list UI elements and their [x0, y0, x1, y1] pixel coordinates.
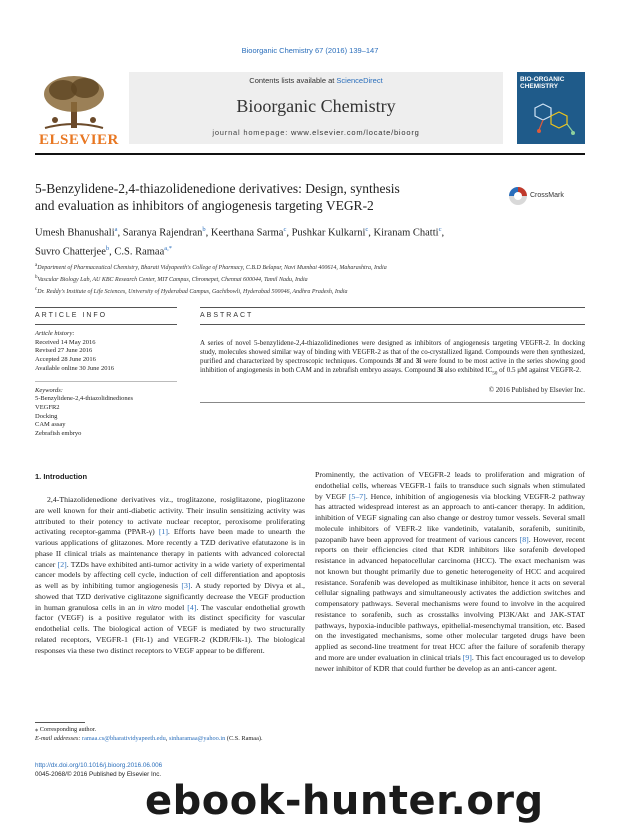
keyword-item: VEGFR2	[35, 403, 60, 411]
abstract-segment: of 0.5 μM against VEGFR-2.	[497, 366, 581, 375]
body-text: . A study reported by Divya et al., showed that TZD derivative ciglitazone significantly decrease the VEGF production in human granulosa cells in an	[35, 581, 305, 612]
footnote-rule	[35, 722, 85, 723]
reference-link[interactable]: [2]	[57, 559, 67, 569]
tree-emblem-icon	[35, 72, 113, 132]
elsevier-logo[interactable]	[35, 72, 119, 148]
body-text: . This fact encouraged us to develop newer inhibitor of KDR that could further be develop as an anti-cancer agent.	[315, 652, 585, 673]
abstract-copyright: © 2016 Published by Elsevier Inc.	[488, 385, 585, 394]
author-separator: ,	[117, 227, 123, 239]
author-affil-sup[interactable]: b	[202, 226, 206, 233]
affiliation-list	[35, 261, 580, 297]
email-link[interactable]: sinharamaa@yahoo.in	[168, 734, 226, 742]
sciencedirect-link[interactable]: ScienceDirect	[336, 76, 383, 85]
body-text: . Hence, inhibition of angiogenesis via blocking VEGFR-2 pathway has attracted widespread interest as an approach to anti-cancer therapy. In addition, inhibition of VEGF signaling can also change or destroy tumor vessels. Several small molecule inhibitors of VEFR-2 like vandetinib, vatalanib, sorafenib, sunitinib, pazopanib have been approved for treatment of various cancers	[315, 491, 585, 544]
affiliation-text: Department of Pharmaceutical Chemistry, Bharati Vidyapeeth's College of Pharmacy, C.B.D Belapur, Navi Mumbai 400614, Maharashtra, India	[37, 265, 387, 271]
reference-link[interactable]: [8]	[519, 534, 529, 544]
info-top-rule	[35, 307, 177, 308]
affiliation-text: Vascular Biology Lab, AU KBC Research Center, MIT Campus, Chromepet, Chennai 600044, Tamil Nadu, India	[37, 277, 308, 283]
reference-link[interactable]: [4]	[187, 602, 197, 612]
journal-header	[35, 72, 585, 152]
reference-link[interactable]: [9]	[462, 652, 472, 662]
author-list	[35, 222, 580, 259]
compound-label: 3f	[395, 357, 402, 366]
footnotes	[35, 726, 305, 743]
journal-homepage	[129, 128, 503, 137]
author-name[interactable]: C.S. Ramaa	[114, 246, 165, 257]
affiliation-text: Dr. Reddy's Institute of Life Sciences, University of Hyderabad Campus, Gachibowli, Hyderabad 500046, Andhra Pradesh, India	[37, 289, 348, 295]
article-history	[35, 330, 177, 374]
abstract-segment: were found to be most active in the series showing good inhibition of angiogenesis in both CAM and in zebrafish embryo assays. Compound	[200, 357, 585, 375]
journal-cover-thumbnail[interactable]	[517, 72, 585, 144]
author-name[interactable]: Pushkar Kulkarni	[291, 227, 366, 239]
author-name[interactable]: Suvro Chatterjee	[35, 246, 106, 257]
author-separator: ,	[286, 227, 292, 239]
history-revised: Revised 27 June 2016	[35, 347, 93, 355]
header-rule	[35, 153, 585, 155]
crossmark-badge[interactable]	[508, 186, 588, 208]
molecule-graphic-icon	[525, 100, 577, 138]
abstract-panel	[200, 307, 585, 403]
abstract-segment: also exhibited IC	[442, 366, 493, 375]
author-affil-sup[interactable]: c	[365, 226, 369, 233]
contents-prefix: Contents lists available at	[249, 76, 337, 85]
info-heading-rule	[35, 324, 177, 325]
author-name[interactable]: Saranya Rajendran	[122, 227, 203, 239]
affiliation-sup: b	[35, 275, 38, 280]
email-tail: (C.S. Ramaa).	[225, 734, 263, 742]
affiliation-item	[35, 261, 580, 273]
watermark-text: ebook-hunter.org	[145, 778, 544, 824]
author-separator: ,	[441, 227, 445, 239]
author-affil-sup[interactable]: a,*	[164, 244, 172, 252]
watermark	[145, 778, 605, 824]
abstract-segment: and	[401, 357, 416, 366]
affiliation-sup: a	[35, 263, 38, 268]
author-name[interactable]: Kiranam Chatti	[373, 227, 439, 239]
elsevier-wordmark: ELSEVIER	[39, 132, 119, 148]
journal-citation[interactable]: Bioorganic Chemistry 67 (2016) 139–147	[241, 46, 379, 55]
homepage-link[interactable]: www.elsevier.com/locate/bioorg	[290, 128, 420, 137]
body-text: . The vascular endothelial growth factor (VEGF) is a positive regulator with its distinct specificity for vascular endothelial cells. The biological action of VEGF is mediated by two structurally related receptors, VEGFR-1 (Flt-1) and VEGFR-2 (KDR/Flk-1). The biological responses via these two distinct receptors to VEGF appear to be different.	[35, 602, 305, 655]
keywords	[35, 387, 177, 439]
subscript: 50	[492, 371, 498, 377]
homepage-prefix: journal homepage:	[212, 128, 291, 137]
article-info-heading: ARTICLE INFO	[35, 312, 108, 319]
affiliation-item	[35, 273, 580, 285]
author-affil-sup[interactable]: c	[438, 226, 442, 233]
keywords-label: Keywords:	[35, 386, 63, 394]
body-italic: in vitro	[138, 602, 162, 612]
article-title	[35, 180, 475, 214]
doi-link[interactable]: http://dx.doi.org/10.1016/j.bioorg.2016.06.006	[35, 762, 163, 769]
history-online: Available online 30 June 2016	[35, 364, 114, 372]
affiliation-sup: c	[35, 287, 38, 292]
history-label: Article history:	[35, 330, 75, 337]
abstract-heading: ABSTRACT	[200, 312, 254, 319]
author-affil-sup[interactable]: a	[114, 226, 118, 233]
introduction-heading: 1. Introduction	[35, 472, 88, 481]
email-link[interactable]: ramaa.cs@bharatividyapeeth.edu	[82, 734, 166, 742]
body-text: . TZDs have exhibited anti-tumor activity in a wide variety of experimental cancer models by affecting cell cycle, induction of cell differentiation and apoptosis as well as by inhibiting tumor angiogenesis	[35, 559, 305, 590]
author-name[interactable]: Umesh Bhanushali	[35, 227, 115, 239]
crossmark-icon	[508, 186, 528, 208]
history-received: Received 14 May 2016	[35, 338, 96, 346]
abstract-bottom-rule	[200, 402, 585, 403]
article-info-panel	[35, 307, 177, 439]
body-text: . However, recent reports on their efficiencies cited that KDR inhibitors like sorafenib developed resistance in advanced hepatocellular carcinoma (HCC). The exact mechanism was not known but thought primarily due to genetic heterogeneity of HCC and acquired resistance. Sorafenib was developed as multikinase inhibitor, hence it acts on several cellular signaling pathways and simultaneously activates the addiction switches and compensatory pathways. Several mechanisms were found to involve in the acquired resistance to sorafenib, such as crosstalks involving PI3K/Akt and JAK-STAT pathways, hypoxia-inducible pathways, epithelial-mesenchymal transition, etc. Based on the investigated mechanisms, some other molecular targeted drugs have been applied as second-line treatment for treat HCC after the failure of sorafenib therapy and more are under evaluation in clinical trials	[315, 534, 585, 662]
reference-link[interactable]: [1]	[158, 527, 168, 537]
journal-masthead	[129, 72, 503, 144]
author-separator: ,	[205, 227, 211, 239]
email-note	[35, 735, 305, 744]
issn-line: 0045-2068/© 2016 Published by Elsevier Inc.	[35, 770, 162, 778]
author-name[interactable]: Keerthana Sarma	[210, 227, 284, 239]
reference-link[interactable]: [5–7]	[348, 491, 366, 501]
author-affil-sup[interactable]: b	[105, 244, 110, 252]
body-text: Prominently, the activation of VEGFR-2 leads to proliferation and migration of endothelial cells, whereas VEGFR-1 fails to transduce such signals when stimulated by VEGF	[315, 470, 585, 501]
doi-block	[35, 762, 305, 779]
keyword-item: CAM assay	[35, 421, 66, 429]
title-line-2: and evaluation as inhibitors of angiogenesis targeting VEGR-2	[35, 198, 374, 213]
cover-title: BIO-ORGANIC CHEMISTRY	[520, 76, 565, 90]
info-divider	[35, 381, 177, 382]
contents-line	[129, 76, 503, 85]
body-text: 2,4-Thiazolidenedione derivatives viz., troglitazone, rosiglitazone, pioglitazone are well known for their anti-diabetic activity. Their insulin sensitizing activity was attributed to their potency to activate nuclear receptor, peroxisome proliferating activating receptor-gamma (PPAR-γ)	[35, 495, 305, 537]
title-line-1: 5-Benzylidene-2,4-thiazolidenedione derivatives: Design, synthesis	[35, 181, 400, 196]
author-affil-sup[interactable]: c	[283, 226, 287, 233]
affiliation-item	[35, 285, 580, 297]
history-accepted: Accepted 28 June 2016	[35, 356, 96, 364]
reference-link[interactable]: [3]	[181, 581, 191, 590]
corresponding-author-note: ⁎ Corresponding author.	[35, 726, 97, 733]
body-text: model	[161, 602, 188, 612]
keyword-item: 5-Benzylidene-2,4-thiazolidinediones	[35, 395, 134, 403]
abstract-segment: A series of novel 5-benzylidene-2,4-thiazolidinediones were designed as inhibitors of angiogenesis targeting VEGFR-2. In docking study, molecules showed similar way of binding with VEGFR-2 as that of the co-crystallized ligand. Compounds were then synthesized, purified and characterized by spectroscopic techniques. Compounds	[200, 339, 585, 366]
journal-title: Bioorganic Chemistry	[236, 96, 396, 116]
email-separator: ,	[165, 734, 169, 742]
author-separator: ,	[368, 227, 374, 239]
author-separator: ,	[109, 246, 115, 257]
abstract-heading-rule	[200, 324, 585, 325]
email-label: E-mail addresses:	[35, 734, 82, 742]
compound-label: 3i	[437, 366, 443, 375]
body-column-right	[315, 470, 585, 674]
keyword-item: Docking	[35, 412, 58, 420]
body-column-left	[35, 495, 305, 656]
intro-paragraph	[35, 495, 305, 656]
abstract-top-rule	[200, 307, 585, 308]
keyword-item: Zebrafish embryo	[35, 430, 82, 438]
compound-label: 3i	[415, 357, 422, 366]
body-paragraph	[315, 470, 585, 674]
abstract-text	[200, 339, 585, 379]
crossmark-label: CrossMark	[530, 192, 564, 199]
body-text: . Efforts have been made to unearth the various applications of glitazones. More recently a TZD derivative efatutazone is in phase II clinical trials as maintenance therapy in patients with advanced colorectal cancer	[35, 527, 305, 569]
